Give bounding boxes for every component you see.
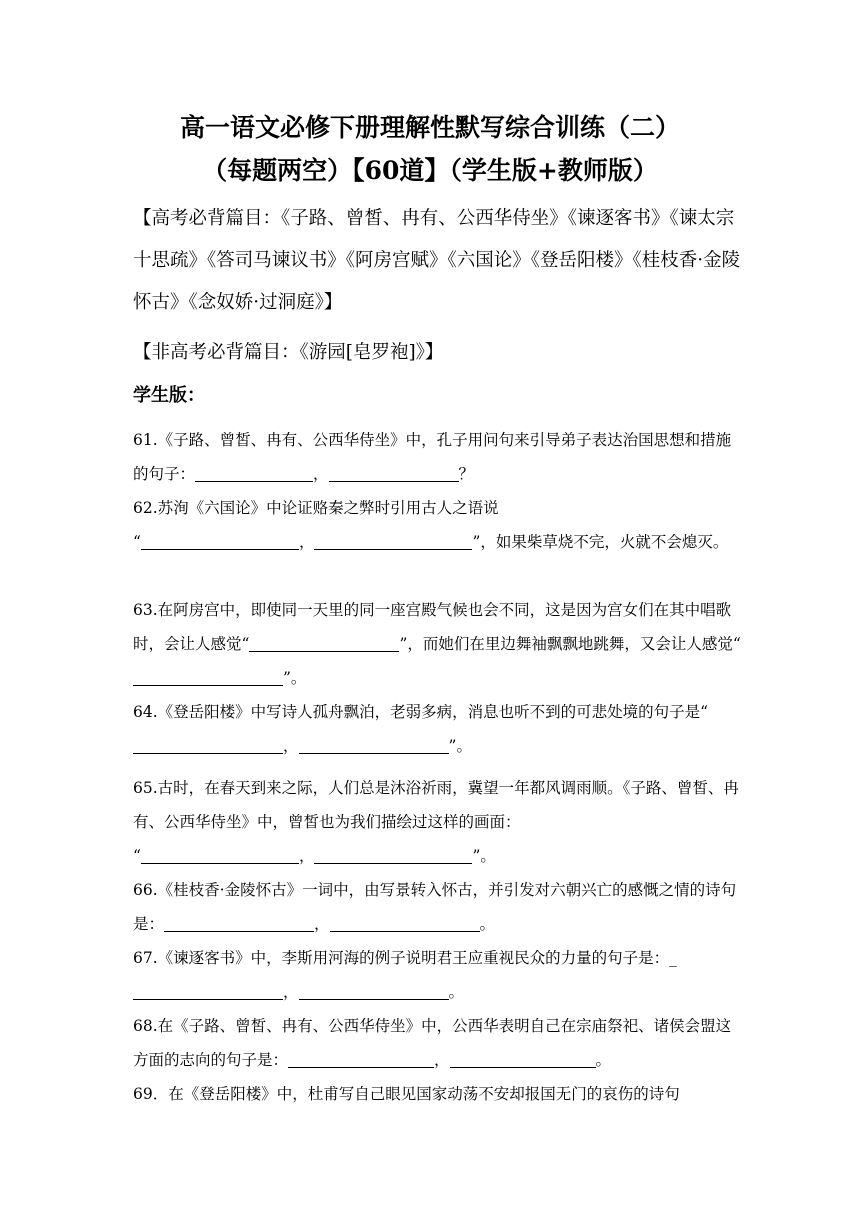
answer-blank[interactable] — [288, 1051, 434, 1068]
question-68: 68.在《子路、曾皙、冉有、公西华侍坐》中，公西华表明自己在宗庙祭祀、诸侯会盟这方面的志向的句子是： ， 。 — [133, 1017, 732, 1069]
answer-blank[interactable] — [141, 847, 299, 864]
answer-blank[interactable] — [450, 1051, 596, 1068]
question-69: 69．在《登岳阳楼》中，杜甫写自己眼见国家动荡不安却报国无门的哀伤的诗句 — [133, 1085, 680, 1103]
question-67: 67.《谏逐客书》中，李斯用河海的例子说明君王应重视民众的力量的句子是：_， 。 — [133, 949, 677, 1001]
question-62: 62.苏洵《六国论》中论证赂秦之弊时引用古人之语说 “ ， ”，如果柴草烧不完，火就不会熄灭。 — [133, 499, 729, 551]
question-64: 64.《登岳阳楼》中写诗人孤舟飘泊，老弱多病，消息也听不到的可悲处境的句子是“， ”。 — [133, 703, 709, 755]
question-63: 63.在阿房宫中，即使同一天里的同一座宫殿气候也会不同，这是因为宫女们在其中唱歌时，会让人感觉“ ”，而她们在里边舞袖飘飘地跳舞，又会让人感觉“”。 — [133, 601, 741, 687]
required-texts-note: 【高考必背篇目：《子路、曾皙、冉有、公西华侍坐》《谏逐客书》《谏太宗十思疏》《答司马谏议书》《阿房宫赋》《六国论》《登岳阳楼》《桂枝香·金陵怀古》《念奴娇·过洞庭》】 — [133, 208, 741, 313]
answer-blank[interactable] — [164, 915, 314, 932]
answer-blank[interactable] — [314, 847, 472, 864]
answer-blank[interactable] — [299, 737, 449, 754]
student-version-heading: 学生版： — [133, 385, 205, 406]
answer-blank[interactable] — [141, 533, 299, 550]
answer-blank[interactable] — [133, 983, 283, 1000]
document-title: 高一语文必修下册理解性默写综合训练（二） — [179, 113, 680, 142]
answer-blank[interactable] — [314, 533, 472, 550]
answer-blank[interactable] — [299, 983, 449, 1000]
document-subtitle: （每题两空）【60道】（学生版+教师版） — [202, 156, 658, 185]
question-61: 61.《子路、曾皙、冉有、公西华侍坐》中，孔子用问句来引导弟子表达治国思想和措施的句子： ， ？ — [133, 431, 732, 483]
answer-blank[interactable] — [329, 465, 459, 482]
answer-blank[interactable] — [330, 915, 480, 932]
answer-blank[interactable] — [133, 669, 283, 686]
question-65: 65.古时，在春天到来之际，人们总是沐浴祈雨，冀望一年都风调雨顺。《子路、曾皙、冉有、公西华侍坐》中，曾皙也为我们描绘过这样的画面： “ ， ”。 — [133, 779, 739, 865]
answer-blank[interactable] — [195, 465, 313, 482]
answer-blank[interactable] — [133, 737, 283, 754]
optional-texts-note: 【非高考必背篇目：《游园[皂罗袍]》】 — [133, 342, 444, 363]
answer-blank[interactable] — [249, 635, 399, 652]
question-66: 66.《桂枝香·金陵怀古》一词中，由写景转入怀古，并引发对六朝兴亡的感慨之情的诗句是： ， 。 — [133, 881, 737, 933]
